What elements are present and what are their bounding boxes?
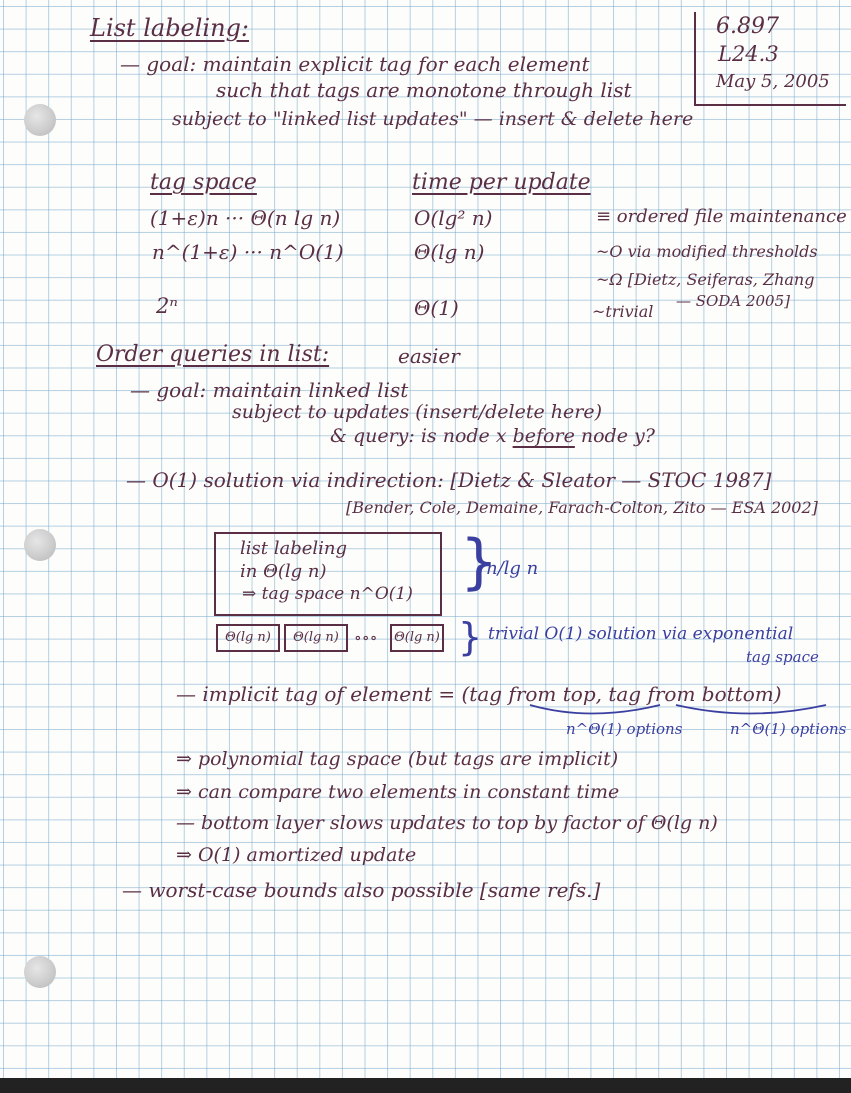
goal-line: subject to updates (insert/delete here) bbox=[232, 401, 602, 423]
conclusion-line: ⇒ O(1) amortized update bbox=[176, 844, 417, 866]
worst-case-line: — worst-case bounds also possible [same refs.] bbox=[122, 878, 601, 902]
lecture-date: May 5, 2005 bbox=[716, 71, 830, 92]
note-cell: ~trivial bbox=[592, 302, 654, 321]
tag-space-cell: (1+ε)n ··· Θ(n lg n) bbox=[150, 206, 341, 230]
top-box-text: ⇒ tag space n^O(1) bbox=[242, 584, 413, 604]
goal-line: such that tags are monotone through list bbox=[216, 78, 632, 102]
bottom-cell: Θ(lg n) bbox=[390, 624, 444, 652]
top-box-text: in Θ(lg n) bbox=[240, 561, 327, 582]
goal-line: — goal: maintain explicit tag for each element bbox=[120, 52, 590, 76]
tag-space-cell: 2ⁿ bbox=[156, 294, 178, 318]
note-cell: ~O via modified thresholds bbox=[596, 242, 818, 261]
time-cell: O(lg² n) bbox=[414, 206, 493, 230]
column-header-time: time per update bbox=[412, 170, 591, 195]
section-title-list-labeling: List labeling: bbox=[90, 14, 250, 42]
conclusion-line: ⇒ can compare two elements in constant time bbox=[176, 781, 620, 803]
options-label: n^Θ(1) options bbox=[730, 720, 847, 738]
reference-continued: — SODA 2005] bbox=[676, 292, 790, 310]
lecture-number: L24.3 bbox=[718, 42, 779, 66]
section-title-order-queries: Order queries in list: bbox=[96, 342, 330, 367]
tag-space-cell: n^(1+ε) ··· n^O(1) bbox=[152, 240, 344, 264]
underbrace-right bbox=[676, 705, 826, 714]
ellipsis: ∘∘∘ bbox=[354, 628, 378, 647]
underbrace-left bbox=[530, 705, 660, 714]
title-suffix: easier bbox=[398, 344, 460, 368]
top-layer-label: n/lg n bbox=[486, 558, 539, 579]
conclusion-line: — bottom layer slows updates to top by factor of Θ(lg n) bbox=[176, 812, 718, 834]
bottom-layer-label: trivial O(1) solution via exponential bbox=[488, 624, 794, 644]
top-box-text: list labeling bbox=[240, 538, 347, 559]
options-label: n^Θ(1) options bbox=[566, 720, 683, 738]
references-line: [Bender, Cole, Demaine, Farach-Colton, Zito — ESA 2002] bbox=[346, 498, 818, 517]
time-cell: Θ(1) bbox=[414, 296, 459, 320]
bottom-cell: Θ(lg n) bbox=[284, 624, 348, 652]
time-cell: Θ(lg n) bbox=[414, 240, 485, 264]
query-line: & query: is node x before node y? bbox=[330, 425, 655, 447]
note-cell: ~Ω [Dietz, Seiferas, Zhang bbox=[596, 270, 815, 289]
course-number: 6.897 bbox=[716, 14, 779, 39]
goal-line: — goal: maintain linked list bbox=[130, 378, 409, 402]
conclusion-line: ⇒ polynomial tag space (but tags are implicit) bbox=[176, 748, 619, 770]
brace-icon: } bbox=[458, 615, 483, 659]
bottom-cell: Θ(lg n) bbox=[216, 624, 280, 652]
column-header-tag-space: tag space bbox=[150, 170, 257, 195]
note-cell: ≡ ordered file maintenance bbox=[596, 206, 847, 227]
brace-icon: } bbox=[460, 527, 499, 597]
goal-line: subject to "linked list updates" — insert & delete here bbox=[172, 108, 694, 130]
implicit-tag-line: — implicit tag of element = (tag from top, tag from bottom) bbox=[176, 682, 782, 706]
solution-line: — O(1) solution via indirection: [Dietz & Sleator — STOC 1987] bbox=[126, 468, 772, 492]
bottom-layer-label: tag space bbox=[746, 648, 819, 666]
